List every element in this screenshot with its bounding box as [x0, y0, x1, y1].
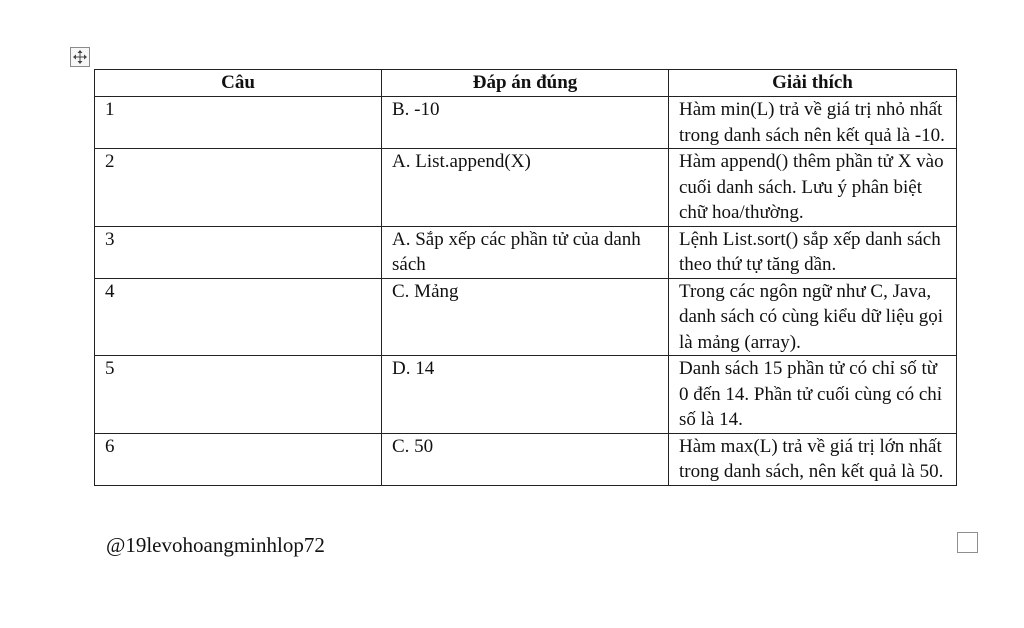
cell-question-number: 2	[95, 149, 382, 227]
cell-explanation: Danh sách 15 phần tử có chỉ số từ 0 đến 14. Phần tử cuối cùng có chỉ số là 14.	[669, 356, 957, 434]
cell-question-number: 6	[95, 433, 382, 485]
cell-explanation: Lệnh List.sort() sắp xếp danh sách theo thứ tự tăng dần.	[669, 226, 957, 278]
cell-explanation: Trong các ngôn ngữ như C, Java, danh sách có cùng kiểu dữ liệu gọi là mảng (array).	[669, 278, 957, 356]
answer-table	[94, 69, 957, 486]
table-move-handle-icon[interactable]	[70, 47, 90, 67]
table-header-row	[95, 70, 957, 97]
four-way-arrow-icon	[73, 50, 87, 64]
cell-explanation: Hàm max(L) trả về giá trị lớn nhất trong danh sách, nên kết quả là 50.	[669, 433, 957, 485]
cell-explanation: Hàm append() thêm phần tử X vào cuối danh sách. Lưu ý phân biệt chữ hoa/thường.	[669, 149, 957, 227]
table-row	[95, 356, 957, 434]
table-row	[95, 97, 957, 149]
cell-question-number: 4	[95, 278, 382, 356]
cell-correct-answer: C. 50	[382, 433, 669, 485]
cell-question-number: 5	[95, 356, 382, 434]
cell-correct-answer: B. -10	[382, 97, 669, 149]
header-giai-thich: Giải thích	[669, 70, 957, 97]
header-dap-an-dung: Đáp án đúng	[382, 70, 669, 97]
header-cau: Câu	[95, 70, 382, 97]
table-row	[95, 149, 957, 227]
cell-question-number: 1	[95, 97, 382, 149]
cell-correct-answer: C. Mảng	[382, 278, 669, 356]
cell-question-number: 3	[95, 226, 382, 278]
cell-explanation: Hàm min(L) trả về giá trị nhỏ nhất trong danh sách nên kết quả là -10.	[669, 97, 957, 149]
table-row	[95, 278, 957, 356]
author-handle: @19levohoangminhlop72	[106, 533, 325, 557]
table-resize-handle-icon[interactable]	[957, 532, 978, 553]
cell-correct-answer: A. Sắp xếp các phần tử của danh sách	[382, 226, 669, 278]
table-row	[95, 433, 957, 485]
table-row	[95, 226, 957, 278]
cell-correct-answer: D. 14	[382, 356, 669, 434]
cell-correct-answer: A. List.append(X)	[382, 149, 669, 227]
